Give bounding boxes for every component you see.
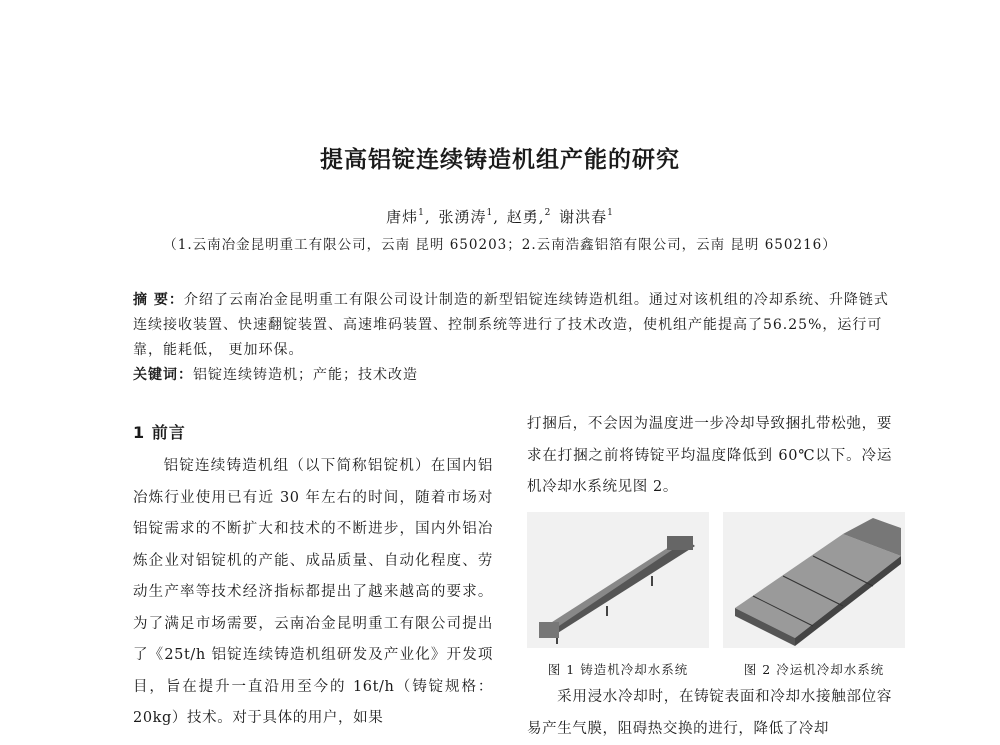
figure-caption: 图 1 铸造机冷却水系统 xyxy=(547,662,689,677)
paragraph-text: 采用浸水冷却时，在铸锭表面和冷却水接触部位容易产生气膜，阻碍热交换的进行，降低了冷却 xyxy=(527,689,892,737)
cooling-conveyor-icon xyxy=(723,512,905,648)
keywords xyxy=(133,363,893,388)
author-list xyxy=(0,206,1000,227)
author-name: 唐炜 xyxy=(386,208,419,226)
paper-title: 提高铝锭连续铸造机组产能的研究 xyxy=(320,147,680,173)
keywords-text: 铝锭连续铸造机；产能；技术改造 xyxy=(193,367,418,383)
affiliation: （1.云南冶金昆明重工有限公司，云南 昆明 650203；2.云南浩鑫铝箔有限公司，云南 昆明 650216） xyxy=(163,237,837,253)
author-affil-mark: 1 xyxy=(607,208,614,218)
author: 张湧涛$^1$, xyxy=(438,208,499,226)
left-column xyxy=(133,420,493,735)
conveyor-icon xyxy=(527,512,709,648)
author-name: 张湧涛 xyxy=(438,208,487,226)
right-paragraph-1: 打捆后，不会因为温度进一步冷却导致捆扎带松弛，要求在打捆之前将铸锭平均温度降低到 60℃以下。冷运机冷却水系统见图 2。 xyxy=(527,416,892,495)
keywords-label: 关键词： xyxy=(133,367,193,383)
author-name: 谢洪春 xyxy=(559,208,608,226)
figure-2 xyxy=(723,512,905,678)
figure-caption: 图 2 冷运机冷却水系统 xyxy=(743,662,885,677)
abstract xyxy=(133,288,893,363)
abstract-label: 摘 要： xyxy=(133,292,184,308)
right-column xyxy=(527,409,892,504)
author-affil-mark: 1 xyxy=(486,208,494,218)
author-affil-mark: 1 xyxy=(418,208,425,218)
abstract-text: 介绍了云南冶金昆明重工有限公司设计制造的新型铝锭连续铸造机组。通过对该机组的冷却系统、升降链式连续接收装置、快速翻锭装置、高速堆码装置、控制系统等进行了技术改造，使机组产能提高了56.25%，运行可靠，能耗低， 更加环保。 xyxy=(133,292,889,358)
section-paragraph xyxy=(133,451,493,735)
figure-row xyxy=(527,512,907,682)
right-column-continued xyxy=(527,682,892,745)
author-name: 赵勇 xyxy=(506,208,539,226)
author-affil-mark: 2 xyxy=(544,208,552,218)
author: 赵勇,$^2$ xyxy=(506,208,552,226)
right-paragraph-2 xyxy=(527,682,892,745)
author: 唐炜$^1$, xyxy=(386,208,431,226)
paragraph-text: 铝锭连续铸造机组（以下简称铝锭机）在国内铝冶炼行业使用已有近 30 年左右的时间，随着市场对铝锭需求的不断扩大和技术的不断进步，国内外铝冶炼企业对铝锭机的产能、成品质量、自动化程度、劳动生产率等技术经济指标都提出了越来越高的要求。为了满足市场需要，云南冶金昆明重工有限公司提出了《25t/h 铝锭连续铸造机组研发及产业化》开发项目，旨在提升一直沿用至今的 16t/h（铸锭规格：20kg）技术。对于具体的用户，如果 xyxy=(133,458,493,726)
section-heading: 1 前言 xyxy=(133,423,186,442)
figure-1 xyxy=(527,512,709,678)
author xyxy=(559,206,614,227)
